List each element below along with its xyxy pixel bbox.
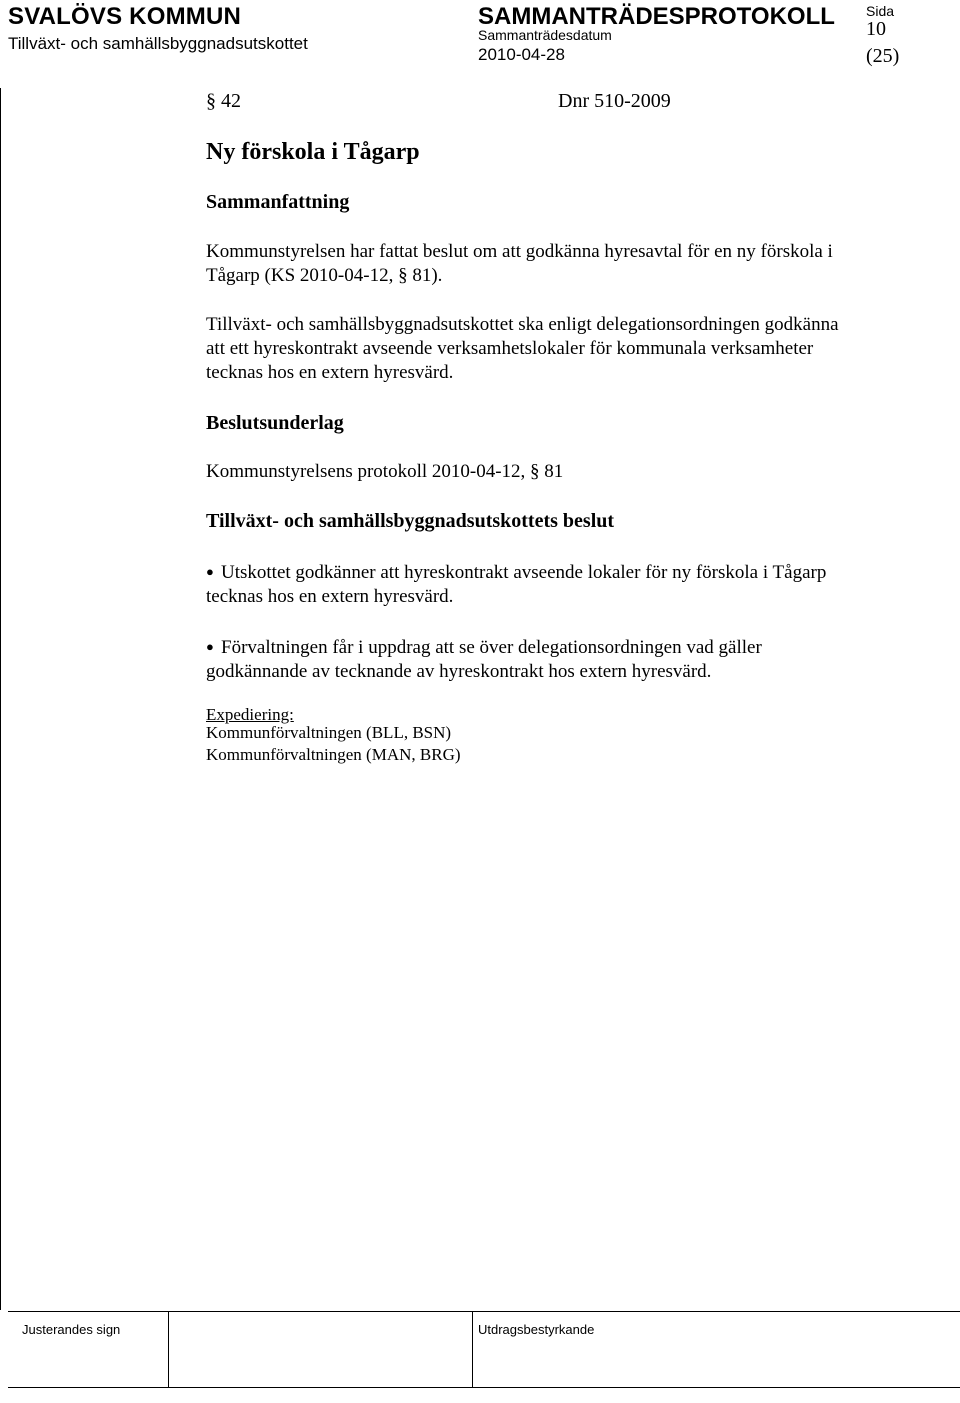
item-number-value: 42: [221, 90, 241, 112]
summary-p2-line-1: Tillväxt- och samhällsbyggnadsutskottet ska enligt delegationsordningen godkänna: [206, 314, 839, 335]
decision-b2-line-1: Förvaltningen får i uppdrag att se över delegationsordningen vad gäller: [221, 637, 762, 658]
summary-p1-line-1: Kommunstyrelsen har fattat beslut om att godkänna hyresavtal för en ny förskola i: [206, 241, 833, 262]
footer-divider: [168, 1311, 169, 1387]
summary-p2-line-3: tecknas hos en extern hyresvärd.: [206, 362, 454, 383]
page-number: 10: [866, 18, 886, 40]
meeting-date-label: Sammanträdesdatum: [478, 27, 612, 43]
summary-paragraph-1: [206, 240, 833, 288]
decision-b1-line-2: tecknas hos en extern hyresvärd.: [206, 586, 454, 607]
certification-field-label: Utdragsbestyrkande: [478, 1322, 595, 1337]
decision-b1-line-1: Utskottet godkänner att hyreskontrakt avseende lokaler för ny förskola i Tågarp: [221, 562, 827, 583]
summary-heading: Sammanfattning: [206, 191, 350, 213]
decision-bullet-1: [206, 560, 826, 609]
signature-field-label: Justerandes sign: [22, 1322, 121, 1337]
page-label: Sida: [866, 3, 895, 19]
meeting-date-value: 2010-04-28: [478, 45, 565, 64]
footer-divider: [472, 1311, 473, 1387]
bullet-icon: ●: [206, 639, 214, 654]
basis-text: Kommunstyrelsens protokoll 2010-04-12, § 81: [206, 461, 564, 482]
distribution-line-2: Kommunförvaltningen (MAN, BRG): [206, 745, 461, 764]
decision-heading: Tillväxt- och samhällsbyggnadsutskottets beslut: [206, 510, 615, 532]
diary-number: Dnr 510-2009: [558, 90, 671, 112]
bullet-icon: ●: [206, 564, 214, 579]
summary-p1-line-2: Tågarp (KS 2010-04-12, § 81).: [206, 265, 443, 286]
organization-unit: Tillväxt- och samhällsbyggnadsutskottet: [8, 34, 308, 53]
item-number: [206, 90, 241, 113]
decision-bullet-2: [206, 635, 762, 684]
footer-top-rule: [8, 1311, 960, 1312]
distribution-line-1: Kommunförvaltningen (BLL, BSN): [206, 723, 452, 742]
distribution-label: Expediering:: [206, 705, 294, 724]
organization-name: SVALÖVS KOMMUN: [8, 3, 242, 30]
page-total: (25): [866, 45, 900, 67]
section-symbol: §: [206, 90, 216, 112]
decision-b2-line-2: godkännande av tecknande av hyreskontrakt hos extern hyresvärd.: [206, 661, 712, 682]
item-title: Ny förskola i Tågarp: [206, 139, 420, 165]
summary-p2-line-2: att ett hyreskontrakt avseende verksamhetslokaler för kommunala verksamheter: [206, 338, 814, 359]
margin-rule: [0, 88, 1, 1310]
basis-heading: Beslutsunderlag: [206, 412, 344, 434]
summary-paragraph-2: [206, 313, 839, 385]
document-type: SAMMANTRÄDESPROTOKOLL: [478, 3, 835, 30]
footer-bottom-rule: [8, 1387, 960, 1388]
